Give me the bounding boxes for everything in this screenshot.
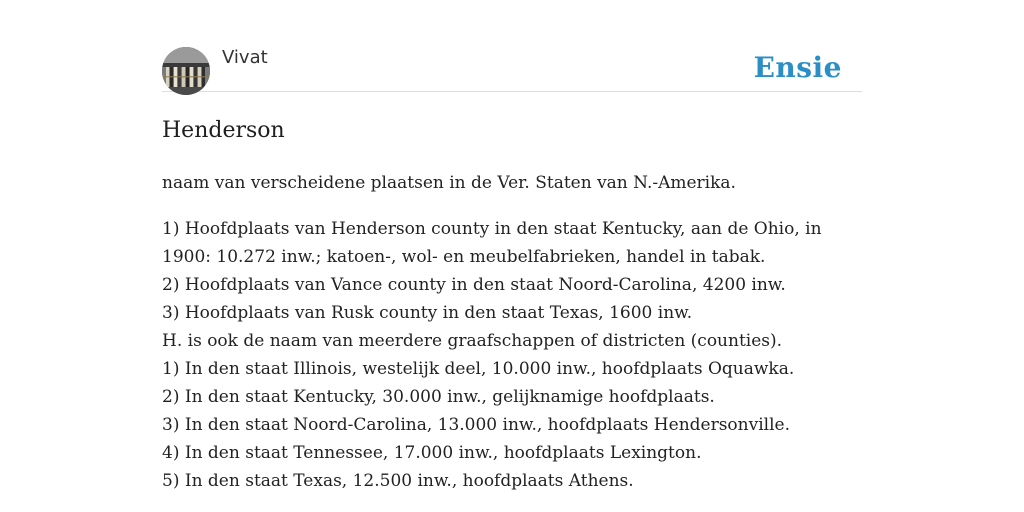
entry-line: 2) Hoofdplaats van Vance county in den staat Noord-Carolina, 4200 inw.	[162, 275, 786, 295]
entry-line: 4) In den staat Tennessee, 17.000 inw., hoofdplaats Lexington.	[162, 443, 702, 463]
author-name[interactable]: Vivat	[222, 47, 268, 68]
book-spines-icon	[162, 47, 210, 95]
entry-lead: naam van verscheidene plaatsen in de Ver. Staten van N.-Amerika.	[162, 173, 736, 193]
entry-line: 5) In den staat Texas, 12.500 inw., hoofdplaats Athens.	[162, 471, 634, 491]
brand-logo[interactable]: Ensie	[753, 51, 842, 84]
page	[162, 0, 862, 512]
entry-title: Henderson	[162, 118, 285, 143]
entry-line: 3) In den staat Noord-Carolina, 13.000 inw., hoofdplaats Hendersonville.	[162, 415, 790, 435]
entry-line: 2) In den staat Kentucky, 30.000 inw., gelijknamige hoofdplaats.	[162, 387, 715, 407]
avatar[interactable]	[162, 47, 210, 95]
entry-body	[162, 215, 862, 495]
header	[162, 0, 862, 92]
entry-line: 1) In den staat Illinois, westelijk deel, 10.000 inw., hoofdplaats Oquawka.	[162, 359, 795, 379]
entry-line: 3) Hoofdplaats van Rusk county in den staat Texas, 1600 inw.	[162, 303, 693, 323]
entry-line: 1) Hoofdplaats van Henderson county in den staat Kentucky, aan de Ohio, in 1900: 10.272 inw.; katoen-, wol- en meubelfabrieken, handel in tabak.	[162, 219, 822, 267]
entry-line: H. is ook de naam van meerdere graafschappen of districten (counties).	[162, 331, 783, 351]
